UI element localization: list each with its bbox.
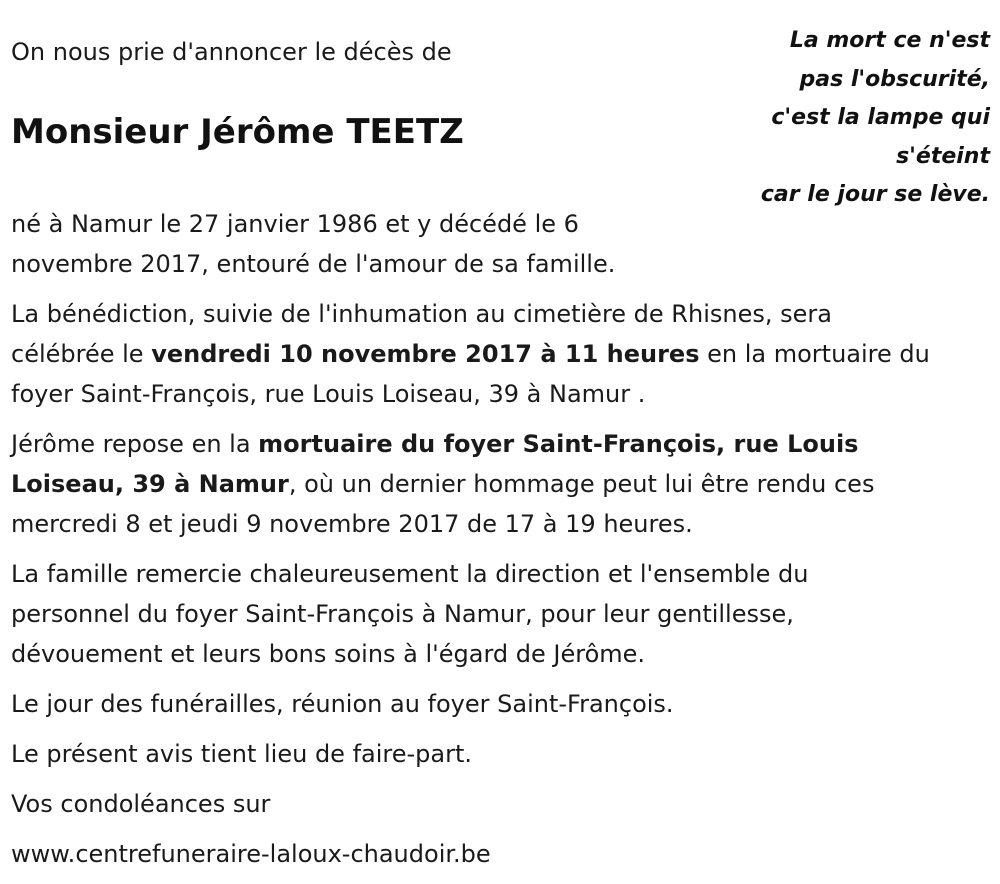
text-line: né à Namur le 27 janvier 1986 et y décédé le 6 xyxy=(11,210,579,238)
deceased-name: Monsieur Jérôme TEETZ xyxy=(11,112,464,152)
text-line: Le présent avis tient lieu de faire-part. xyxy=(11,740,473,768)
text-line xyxy=(11,464,986,504)
visitation-location: Loiseau, 39 à Namur xyxy=(11,470,289,498)
text-line: novembre 2017, entouré de l'amour de sa famille. xyxy=(11,250,616,278)
reunion-paragraph xyxy=(11,684,986,724)
visitation-paragraph xyxy=(11,424,986,544)
condolences-url-paragraph xyxy=(11,834,986,874)
quote-line: pas l'obscurité, xyxy=(799,66,990,92)
visitation-text: , où un dernier hommage peut lui être rendu ces xyxy=(288,470,875,498)
ceremony-date: vendredi 10 novembre 2017 à 11 heures xyxy=(151,340,700,368)
text-line: dévouement et leurs bons soins à l'égard de Jérôme. xyxy=(11,640,646,668)
quote-line: s'éteint xyxy=(896,143,990,169)
condolences-label: Vos condoléances sur xyxy=(11,790,271,818)
text-line: personnel du foyer Saint-François à Namur, pour leur gentillesse, xyxy=(11,600,794,628)
text-line: Le jour des funérailles, réunion au foyer Saint-François. xyxy=(11,690,674,718)
text-line: foyer Saint-François, rue Louis Loiseau, 39 à Namur . xyxy=(11,380,646,408)
thanks-paragraph xyxy=(11,554,986,674)
visitation-location: mortuaire du foyer Saint-François, rue Louis xyxy=(258,430,859,458)
text-line xyxy=(11,334,986,374)
quote-line: c'est la lampe qui xyxy=(771,105,990,130)
notice-paragraph xyxy=(11,734,986,774)
condolences-paragraph xyxy=(11,784,986,824)
ceremony-paragraph xyxy=(11,294,986,414)
text-line: La famille remercie chaleureusement la direction et l'ensemble du xyxy=(11,560,809,588)
birth-death-paragraph xyxy=(11,204,986,284)
ceremony-text: en la mortuaire du xyxy=(699,340,930,368)
text-line: mercredi 8 et jeudi 9 novembre 2017 de 17 à 19 heures. xyxy=(11,510,693,538)
ceremony-text: célébrée le xyxy=(11,340,152,368)
condolences-url: www.centrefuneraire-laloux-chaudoir.be xyxy=(11,840,491,868)
text-line: La bénédiction, suivie de l'inhumation au cimetière de Rhisnes, sera xyxy=(11,300,832,328)
visitation-text: Jérôme repose en la xyxy=(11,430,259,458)
text-line xyxy=(11,424,986,464)
quote-line: La mort ce n'est xyxy=(789,28,990,53)
announcement-intro: On nous prie d'annoncer le décès de xyxy=(11,38,452,66)
announcement-body xyxy=(11,204,986,884)
epitaph-quote xyxy=(690,22,990,215)
quote-line: car le jour se lève. xyxy=(760,182,990,207)
